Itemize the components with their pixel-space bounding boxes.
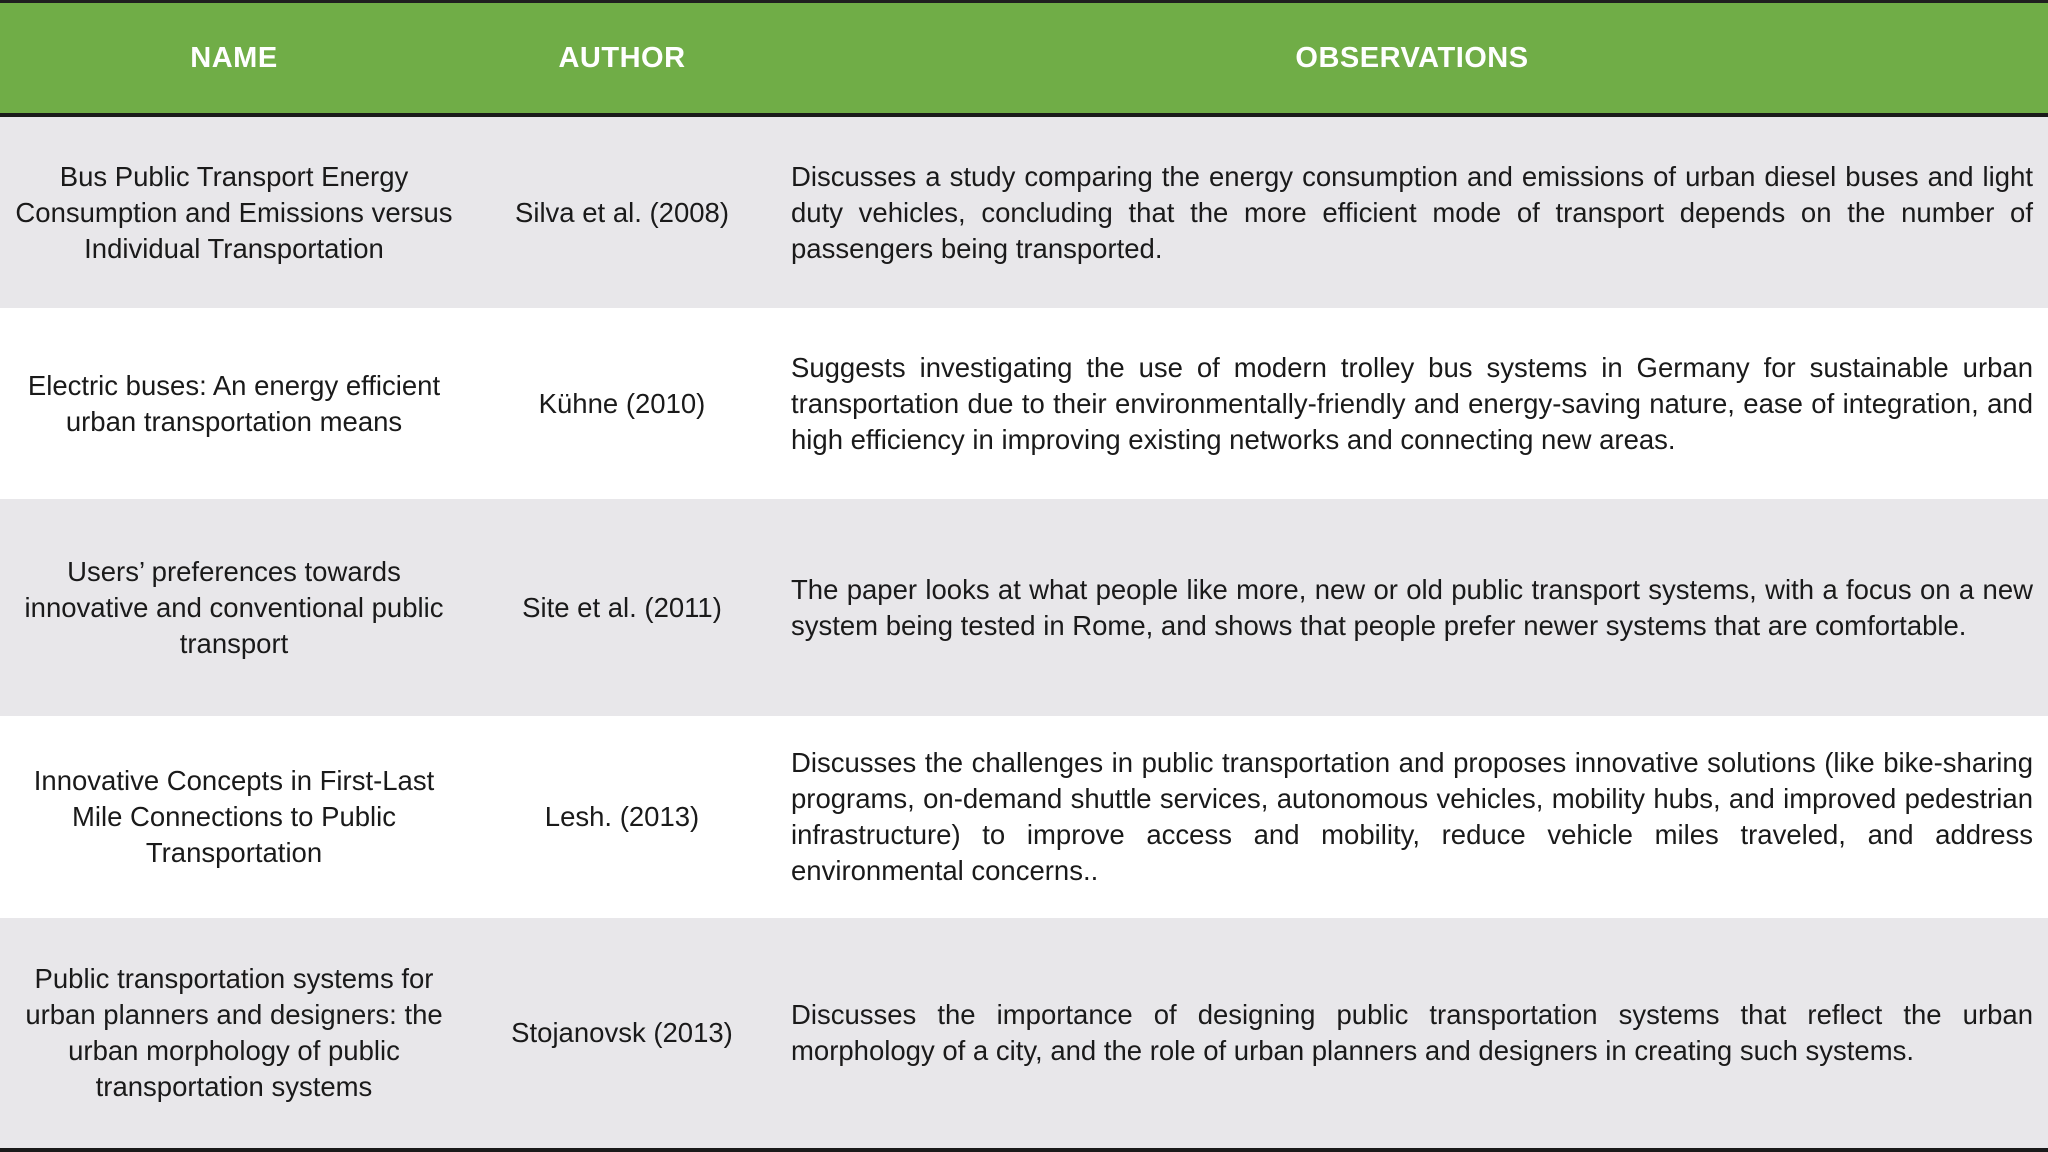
observations-text: Discusses the challenges in public transportation and proposes innovative solutions (like bike-sharing programs, on-demand shuttle services, autonomous vehicles, mobility hubs, and improved pedestrian infrastructure) to improve access and mobility, reduce vehicle miles traveled, and address environmental concerns..: [791, 747, 2033, 886]
observations-text: The paper looks at what people like more, new or old public transport systems, with a focus on a new system being tested in Rome, and shows that people prefer newer systems that are comfortable.: [791, 573, 2033, 641]
cell-observations: [791, 308, 2033, 499]
table-row: [0, 117, 2048, 308]
header-name: NAME: [190, 41, 278, 74]
cell-observations: [791, 117, 2033, 308]
cell-name: [0, 308, 468, 499]
observations-text: Suggests investigating the use of modern trolley bus systems in Germany for sustainable urban transportation due to their environmentally-friendly and energy-saving nature, ease of integration, and high efficiency in improving existing networks and connecting new areas.: [791, 351, 2033, 455]
cell-author: [468, 716, 776, 918]
author-text: Kühne (2010): [538, 387, 706, 419]
cell-observations: [791, 918, 2033, 1148]
header-author: AUTHOR: [558, 41, 686, 74]
cell-name: [0, 499, 468, 716]
cell-author: [468, 499, 776, 716]
author-text: Site et al. (2011): [522, 591, 722, 623]
cell-name: [0, 716, 468, 918]
table-row: [0, 308, 2048, 499]
cell-observations: [791, 499, 2033, 716]
author-text: Silva et al. (2008): [515, 196, 729, 228]
name-text: Innovative Concepts in First-Last Mile Connections to Public Transportation: [33, 765, 435, 868]
observations-text: Discusses the importance of designing public transportation systems that reflect the urban morphology of a city, and the role of urban planners and designers in creating such systems.: [791, 999, 2033, 1066]
cell-author: [468, 308, 776, 499]
table-bottom-border: [0, 1148, 2048, 1152]
name-text: Bus Public Transport Energy Consumption and Emissions versus Individual Transportation: [15, 160, 453, 264]
cell-name: [0, 918, 468, 1148]
table-header: [0, 0, 2048, 117]
table-row: [0, 499, 2048, 716]
name-text: Users’ preferences towards innovative and conventional public transport: [24, 555, 444, 659]
cell-author: [468, 117, 776, 308]
author-text: Lesh. (2013): [544, 801, 700, 832]
cell-author: [468, 918, 776, 1148]
header-observations: OBSERVATIONS: [1295, 41, 1529, 74]
observations-text: Discusses a study comparing the energy consumption and emissions of urban diesel buses and light duty vehicles, concluding that the more efficient mode of transport depends on the number of passengers being transported.: [791, 160, 2033, 264]
cell-name: [0, 117, 468, 308]
cell-observations: [791, 716, 2033, 918]
table-row: [0, 918, 2048, 1148]
table-row: [0, 716, 2048, 918]
author-text: Stojanovsk (2013): [511, 1017, 733, 1048]
name-text: Public transportation systems for urban planners and designers: the urban morphology of public transportation systems: [25, 963, 443, 1102]
name-text: Electric buses: An energy efficient urban transportation means: [27, 369, 441, 437]
